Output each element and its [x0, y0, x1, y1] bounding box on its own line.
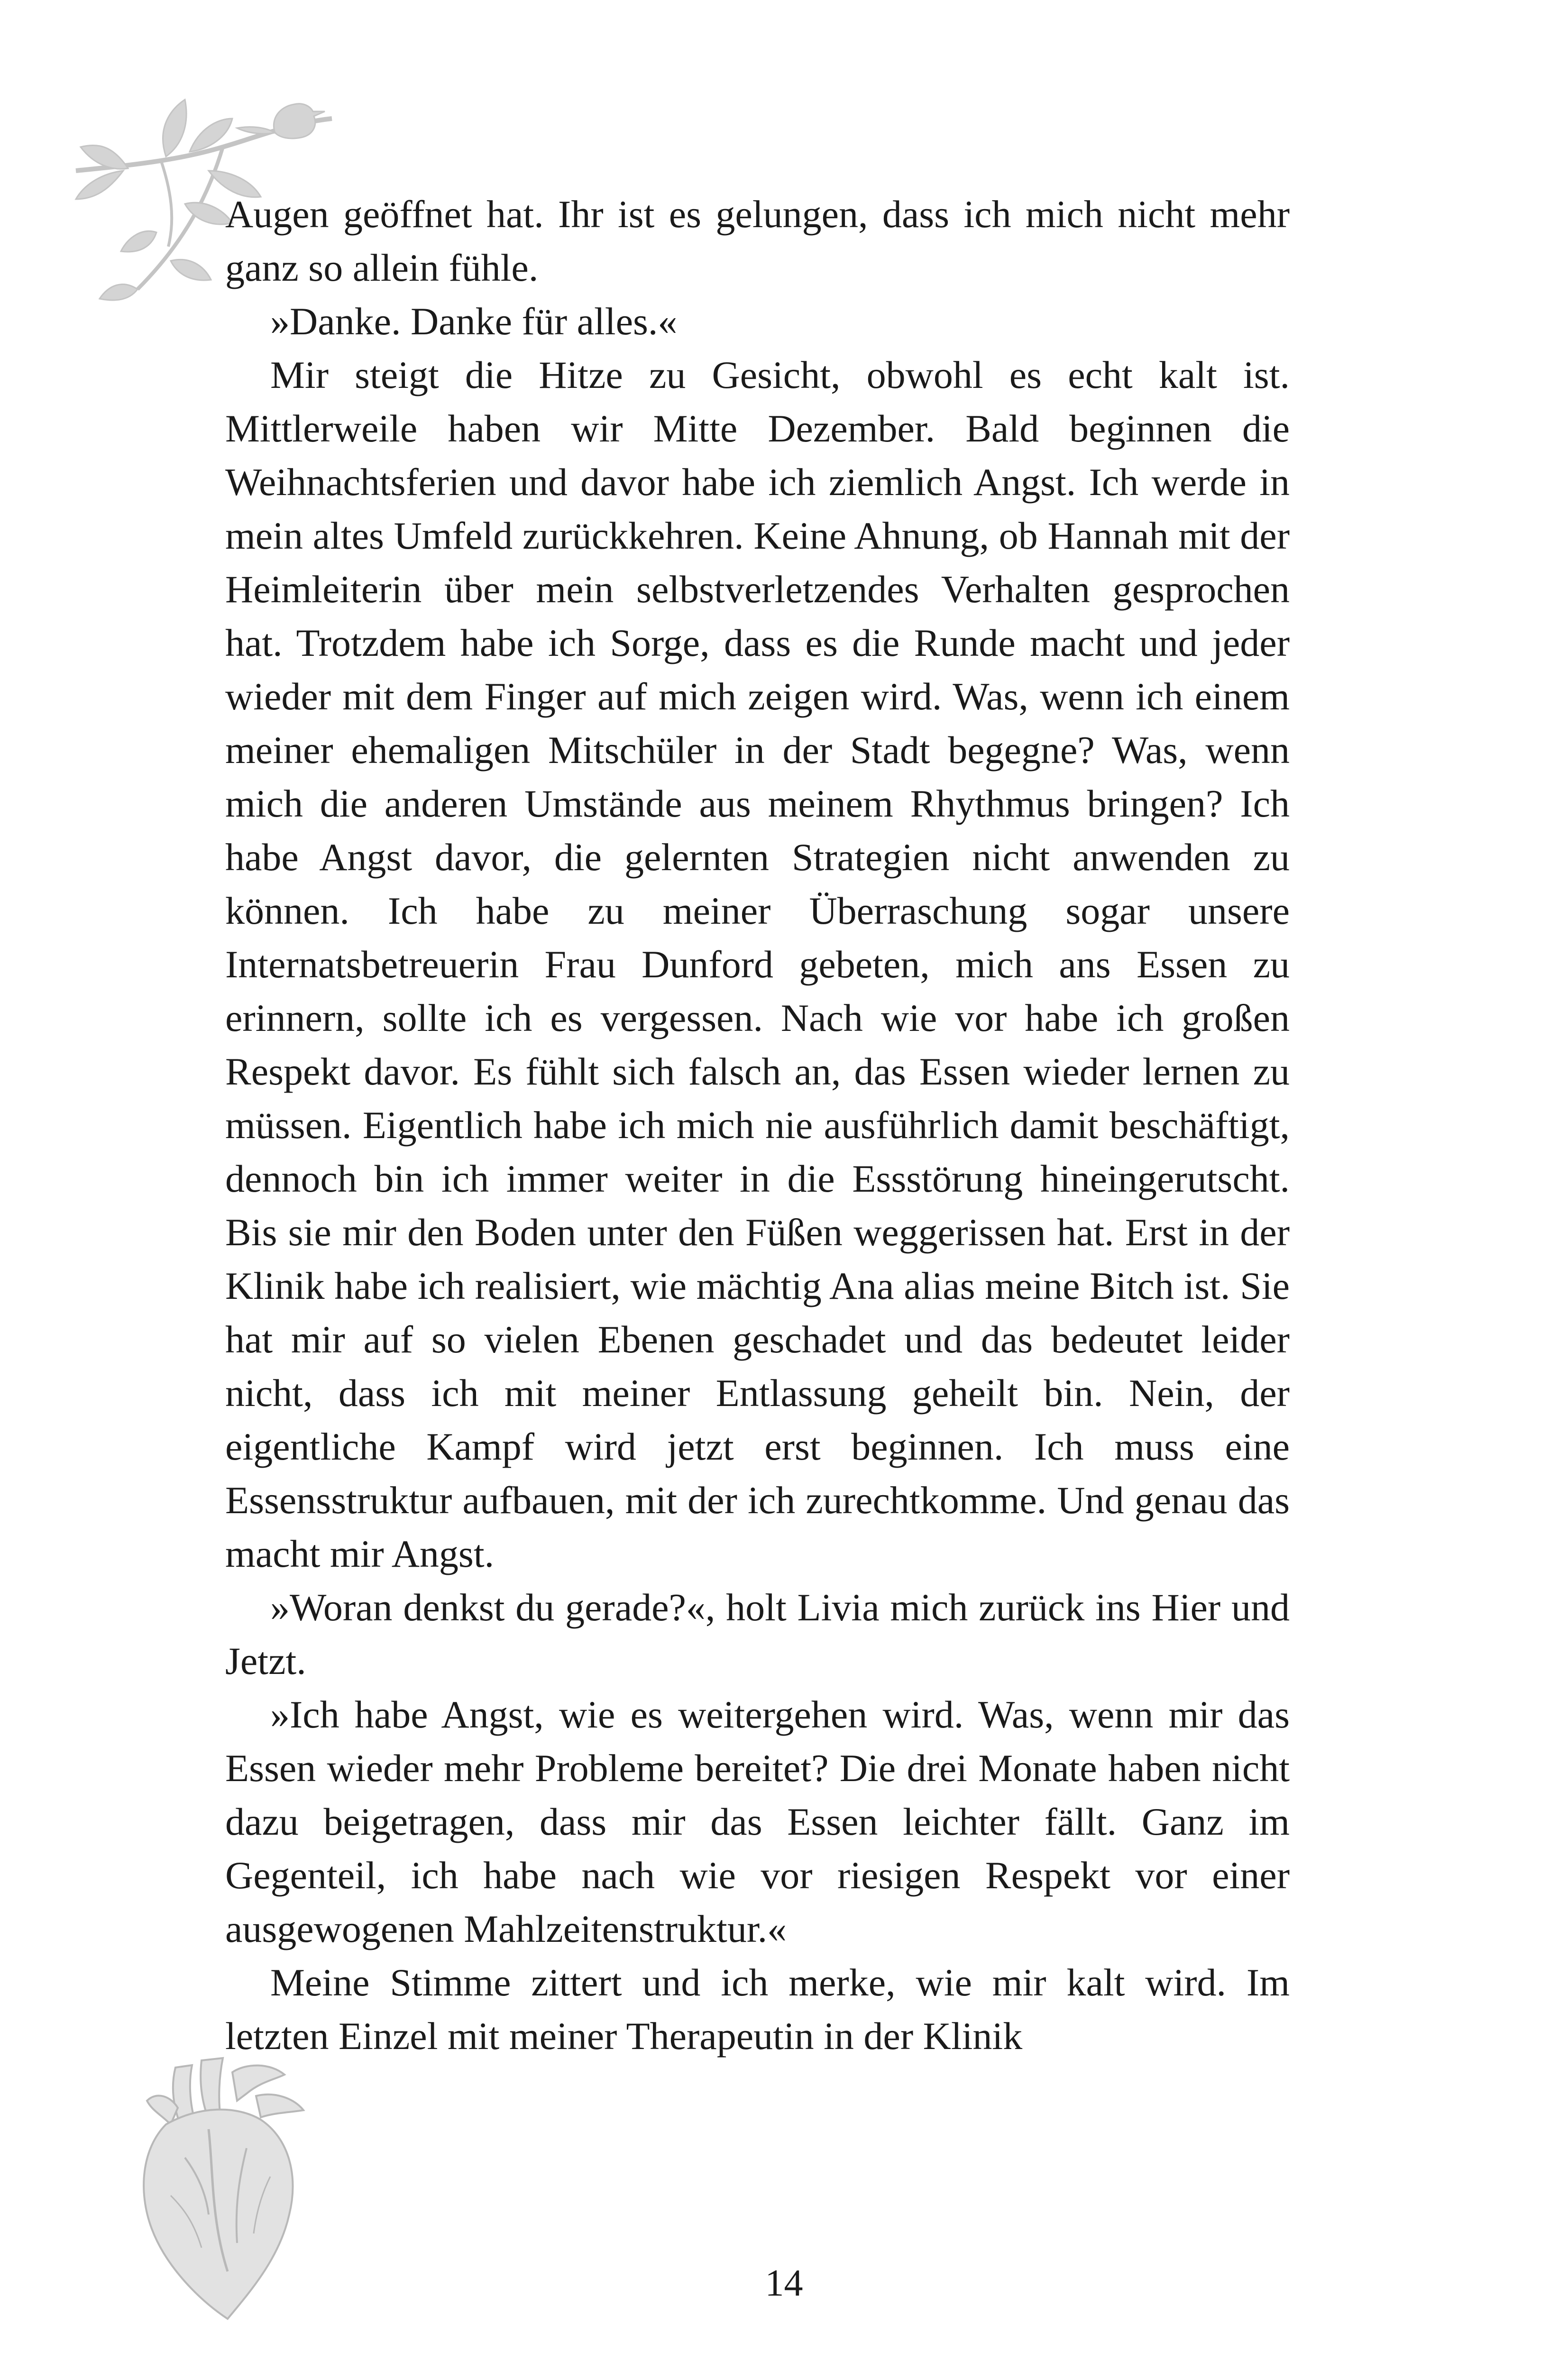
paragraph: Meine Stimme zittert und ich merke, wie mir kalt wird. Im letzten Einzel mit meiner Therapeutin in der Klinik — [225, 1961, 1290, 2058]
paragraph: »Ich habe Angst, wie es weitergehen wird. Was, wenn mir das Essen wieder mehr Probleme bereitet? Die drei Monate haben nicht dazu beigetragen, dass mir das Essen leichter fällt. Ganz im Gegenteil, ich habe nach wie vor riesigen Respekt vor einer ausgewogenen Mahlzeitenstruktur.« — [225, 1693, 1290, 1950]
body-text — [225, 187, 1290, 2063]
paragraph: »Woran denkst du gerade?«, holt Livia mich zurück ins Hier und Jetzt. — [225, 1586, 1290, 1682]
paragraph: »Danke. Danke für alles.« — [270, 300, 678, 343]
paragraph: Augen geöffnet hat. Ihr ist es gelungen, dass ich mich nicht mehr ganz so allein fühle. — [225, 193, 1290, 289]
paragraph: Mir steigt die Hitze zu Gesicht, obwohl es echt kalt ist. Mittlerweile haben wir Mitte Dezember. Bald beginnen die Weihnachtsferien und davor habe ich ziemlich Angst. Ich werde in mein altes Umfeld zurückkehren. Keine Ahnung, ob Hannah mit der Heimleiterin über mein selbstverletzendes Verhalten gesprochen hat. Trotzdem habe ich Sorge, dass es die Runde macht und jeder wieder mit dem Finger auf mich zeigen wird. Was, wenn ich einem meiner ehemaligen Mitschüler in der Stadt begegne? Was, wenn mich die anderen Umstände aus meinem Rhythmus bringen? Ich habe Angst davor, die gelernten Strategien nicht anwenden zu können. Ich habe zu meiner Überraschung sogar unsere Internatsbetreuerin Frau Dunford gebeten, mich ans Essen zu erinnern, sollte ich es vergessen. Nach wie vor habe ich großen Respekt davor. Es fühlt sich falsch an, das Essen wieder lernen zu müssen. Eigentlich habe ich mich nie ausführlich damit beschäftigt, dennoch bin ich immer weiter in die Essstörung hineingerutscht. Bis sie mir den Boden unter den Füßen weggerissen hat. Erst in der Klinik habe ich realisiert, wie mächtig Ana alias meine Bitch ist. Sie hat mir auf so vielen Ebenen geschadet und das bedeutet leider nicht, dass ich mit meiner Entlassung geheilt bin. Nein, der eigentliche Kampf wird jetzt erst beginnen. Ich muss eine Essensstruktur aufbauen, mit der ich zurechtkomme. Und genau das macht mir Angst. — [225, 353, 1290, 1575]
page-number: 14 — [765, 2262, 803, 2304]
